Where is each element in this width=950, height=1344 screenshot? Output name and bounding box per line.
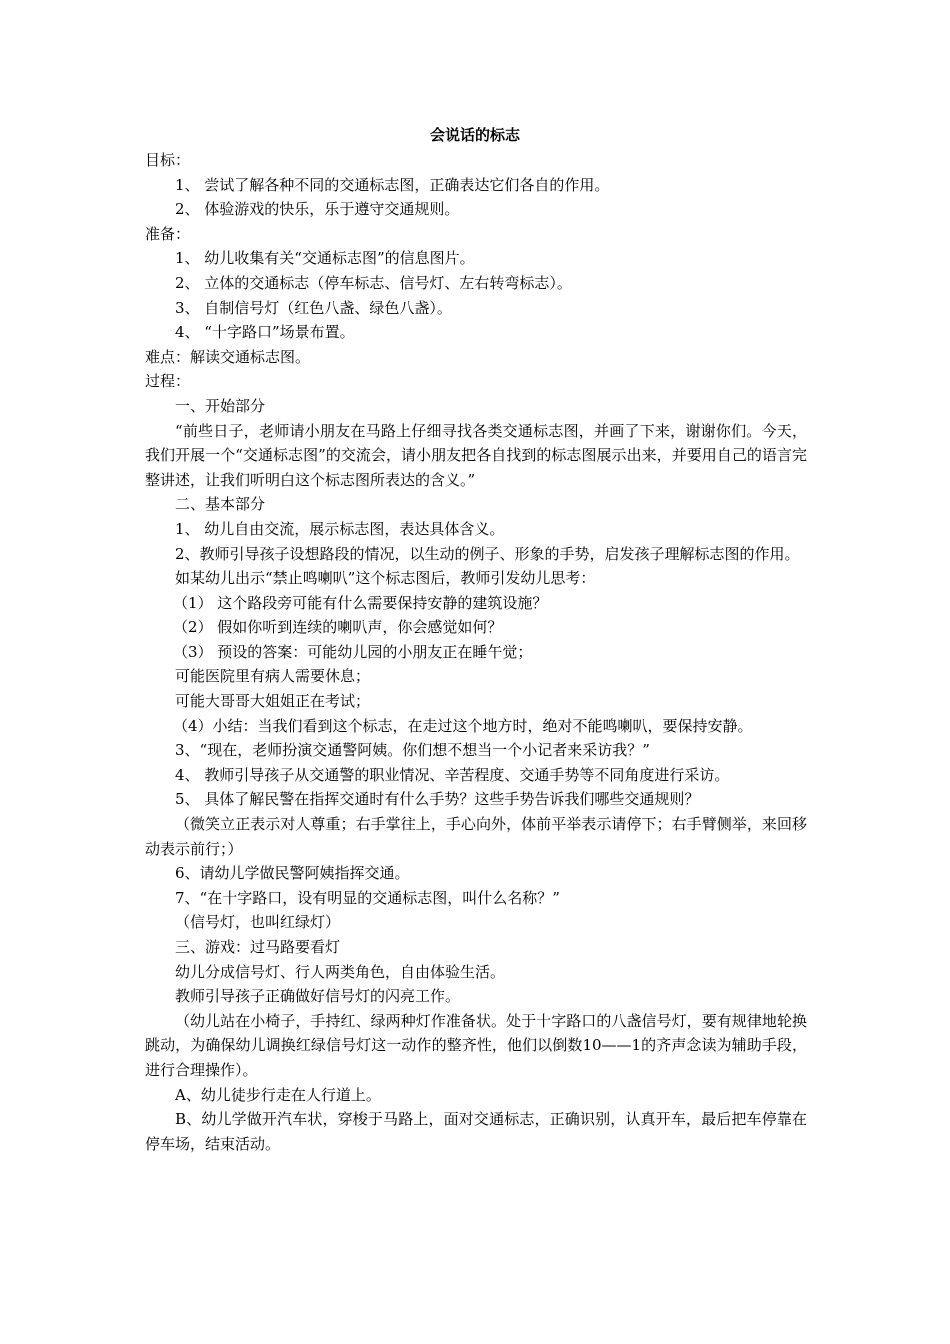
section-heading-preparation: 准备：: [145, 224, 191, 243]
paragraph-intro-speech: “前些日子，老师请小朋友在马路上仔细寻找各类交通标志图，并画了下来，谢谢你们。今天，我们开展一个“交通标志图”的交流会，请小朋友把各自找到的标志图展示出来，并要用自己的语言完整讲述，让我们听明白这个标志图所表达的含义。”: [145, 421, 807, 489]
section-heading-difficulty: 难点：解读交通标志图。: [145, 347, 311, 366]
preparation-item-3: 3、 自制信号灯（红色八盏、绿色八盏）。: [175, 298, 452, 317]
summary-item-4: （4）小结：当我们看到这个标志，在走过这个地方时，绝对不能鸣喇叭，要保持安静。: [173, 716, 753, 735]
basic-item-1: 1、 幼儿自由交流，展示标志图，表达具体含义。: [175, 519, 505, 538]
question-item-3: （3） 预设的答案：可能幼儿园的小朋友正在睡午觉；: [173, 642, 533, 661]
goal-item-2: 2、 体验游戏的快乐，乐于遵守交通规则。: [175, 200, 460, 219]
answer-traffic-light: （信号灯，也叫红绿灯）: [175, 913, 341, 932]
preparation-item-4: 4、 “十字路口”场景布置。: [175, 323, 355, 342]
game-item-a: A、幼儿徒步行走在人行道上。: [175, 1085, 381, 1104]
paragraph-gestures: （微笑立正表示对人尊重；右手掌往上，手心向外，体前平举表示请停下；右手臂侧举，来回移动表示前行；）: [145, 815, 807, 858]
paragraph-example: 如某幼儿出示“禁止鸣喇叭”这个标志图后，教师引发幼儿思考：: [175, 569, 596, 588]
answer-line-2: 可能大哥哥大姐姐正在考试；: [175, 692, 371, 711]
answer-line-1: 可能医院里有病人需要休息；: [175, 667, 371, 686]
game-line-1: 幼儿分成信号灯、行人两类角色，自由体验生活。: [175, 962, 506, 981]
question-item-2: （2） 假如你听到连续的喇叭声，你会感觉如何？: [173, 618, 503, 637]
section-heading-process: 过程：: [145, 372, 191, 391]
preparation-item-2: 2、 立体的交通标志（停车标志、信号灯、左右转弯标志）。: [175, 273, 572, 292]
game-item-b: B、幼儿学做开汽车状，穿梭于马路上，面对交通标志，正确识别，认真开车，最后把车停靠在停车场，结束活动。: [145, 1110, 807, 1153]
document-body: [145, 148, 807, 1156]
section-heading-goals: 目标：: [145, 151, 191, 169]
basic-item-2: 2、教师引导孩子设想路段的情况，以生动的例子、形象的手势，启发孩子理解标志图的作用。: [175, 544, 800, 563]
document-title: 会说话的标志: [429, 126, 520, 144]
basic-item-4: 4、 教师引导孩子从交通警的职业情况、辛苦程度、交通手势等不同角度进行采访。: [175, 765, 730, 784]
subsection-heading-basic: 二、基本部分: [175, 495, 266, 514]
subsection-heading-start: 一、开始部分: [175, 396, 266, 415]
preparation-item-1: 1、 幼儿收集有关“交通标志图”的信息图片。: [175, 249, 475, 268]
question-item-1: （1） 这个路段旁可能有什么需要保持安静的建筑设施？: [173, 593, 548, 612]
paragraph-game-detail: （幼儿站在小椅子，手持红、绿两种灯作准备状。处于十字路口的八盏信号灯，要有规律地轮换跳动，为确保幼儿调换红绿信号灯这一动作的整齐性，他们以倒数10——1的齐声念读为辅助手段，进行合理操作）。: [145, 1011, 807, 1079]
game-line-2: 教师引导孩子正确做好信号灯的闪亮工作。: [175, 987, 461, 1006]
subsection-heading-game: 三、游戏：过马路要看灯: [175, 938, 341, 956]
basic-item-3: 3、“现在，老师扮演交通警阿姨。你们想不想当一个小记者来采访我？”: [175, 741, 650, 760]
basic-item-5: 5、 具体了解民警在指挥交通时有什么手势？这些手势告诉我们哪些交通规则？: [175, 790, 700, 809]
basic-item-7: 7、“在十字路口，设有明显的交通标志图，叫什么名称？”: [175, 888, 560, 907]
goal-item-1: 1、 尝试了解各种不同的交通标志图，正确表达它们各自的作用。: [175, 175, 610, 194]
basic-item-6: 6、请幼儿学做民警阿姨指挥交通。: [175, 864, 410, 883]
